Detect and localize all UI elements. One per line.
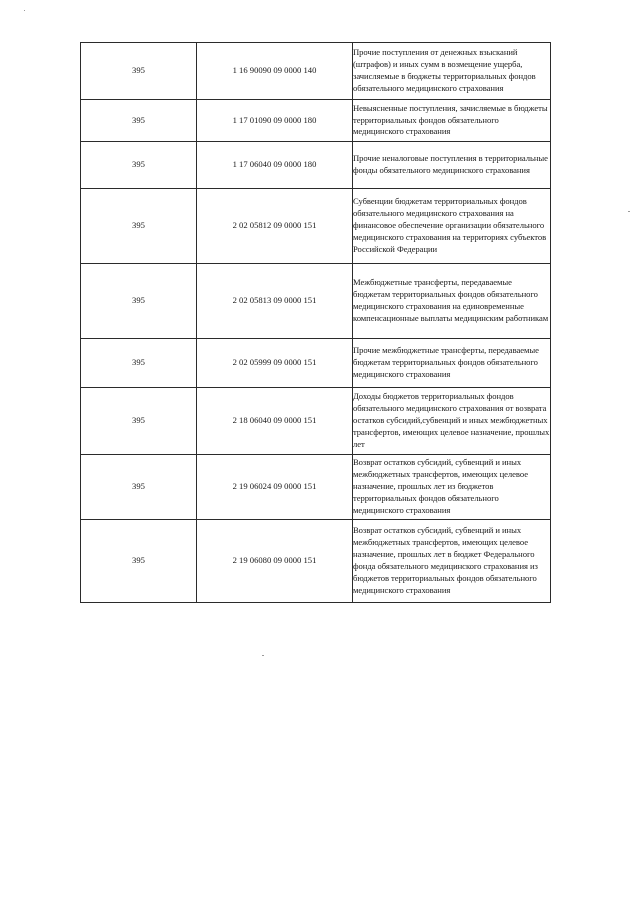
income-name-cell: Прочие неналоговые поступления в территориальные фонды обязательного медицинского страхования: [353, 142, 551, 189]
income-name-cell: Возврат остатков субсидий, субвенций и иных межбюджетных трансфертов, имеющих целевое назначение, прошлых лет в бюджет Федерального фонда обязательного медицинского страхования из бюджетов территориальных фондов обязательного медицинского страхования: [353, 520, 551, 603]
income-name-cell: Возврат остатков субсидий, субвенций и иных межбюджетных трансфертов, имеющих целевое назначение, прошлых лет из бюджетов территориальных фондов обязательного медицинского страхования: [353, 455, 551, 520]
income-name-cell: Межбюджетные трансферты, передаваемые бюджетам территориальных фондов обязательного медицинского страхования на единовременные компенсационные выплаты медицинским работникам: [353, 264, 551, 339]
admin-code-cell: 395: [81, 189, 197, 264]
admin-code-cell: 395: [81, 43, 197, 100]
table-row: [81, 100, 551, 142]
scan-speck: [262, 655, 264, 656]
income-name-cell: Прочие поступления от денежных взысканий (штрафов) и иных сумм в возмещение ущерба, зачисляемые в бюджеты территориальных фондов обязательного медицинского страхования: [353, 43, 551, 100]
budget-code-cell: 2 02 05999 09 0000 151: [197, 339, 353, 388]
admin-code-cell: 395: [81, 339, 197, 388]
income-name-cell: Прочие межбюджетные трансферты, передаваемые бюджетам территориальных фондов обязательного медицинского страхования: [353, 339, 551, 388]
budget-code-cell: 2 02 05812 09 0000 151: [197, 189, 353, 264]
budget-code-cell: 2 19 06024 09 0000 151: [197, 455, 353, 520]
budget-code-cell: 2 19 06080 09 0000 151: [197, 520, 353, 603]
income-name-cell: Субвенции бюджетам территориальных фондов обязательного медицинского страхования на финансовое обеспечение организации обязательного медицинского страхования на территориях субъектов Российской Федерации: [353, 189, 551, 264]
income-name-cell: Доходы бюджетов территориальных фондов обязательного медицинского страхования от возврата остатков субсидий,субвенций и иных межбюджетных трансфертов, имеющих целевое назначение, прошлых лет: [353, 388, 551, 455]
budget-code-cell: 2 02 05813 09 0000 151: [197, 264, 353, 339]
table-row: [81, 520, 551, 603]
table-row: [81, 388, 551, 455]
table-row: [81, 142, 551, 189]
scan-speck: [628, 211, 630, 212]
table-row: [81, 339, 551, 388]
admin-code-cell: 395: [81, 100, 197, 142]
budget-code-cell: 1 16 90090 09 0000 140: [197, 43, 353, 100]
table-row: [81, 43, 551, 100]
budget-code-cell: 1 17 06040 09 0000 180: [197, 142, 353, 189]
scan-speck: [24, 10, 25, 11]
table-row: [81, 189, 551, 264]
admin-code-cell: 395: [81, 264, 197, 339]
budget-code-cell: 2 18 06040 09 0000 151: [197, 388, 353, 455]
budget-codes-table: [80, 42, 551, 603]
table-row: [81, 455, 551, 520]
admin-code-cell: 395: [81, 520, 197, 603]
admin-code-cell: 395: [81, 455, 197, 520]
budget-code-cell: 1 17 01090 09 0000 180: [197, 100, 353, 142]
admin-code-cell: 395: [81, 388, 197, 455]
income-name-cell: Невыясненные поступления, зачисляемые в бюджеты территориальных фондов обязательного медицинского страхования: [353, 100, 551, 142]
table-row: [81, 264, 551, 339]
admin-code-cell: 395: [81, 142, 197, 189]
